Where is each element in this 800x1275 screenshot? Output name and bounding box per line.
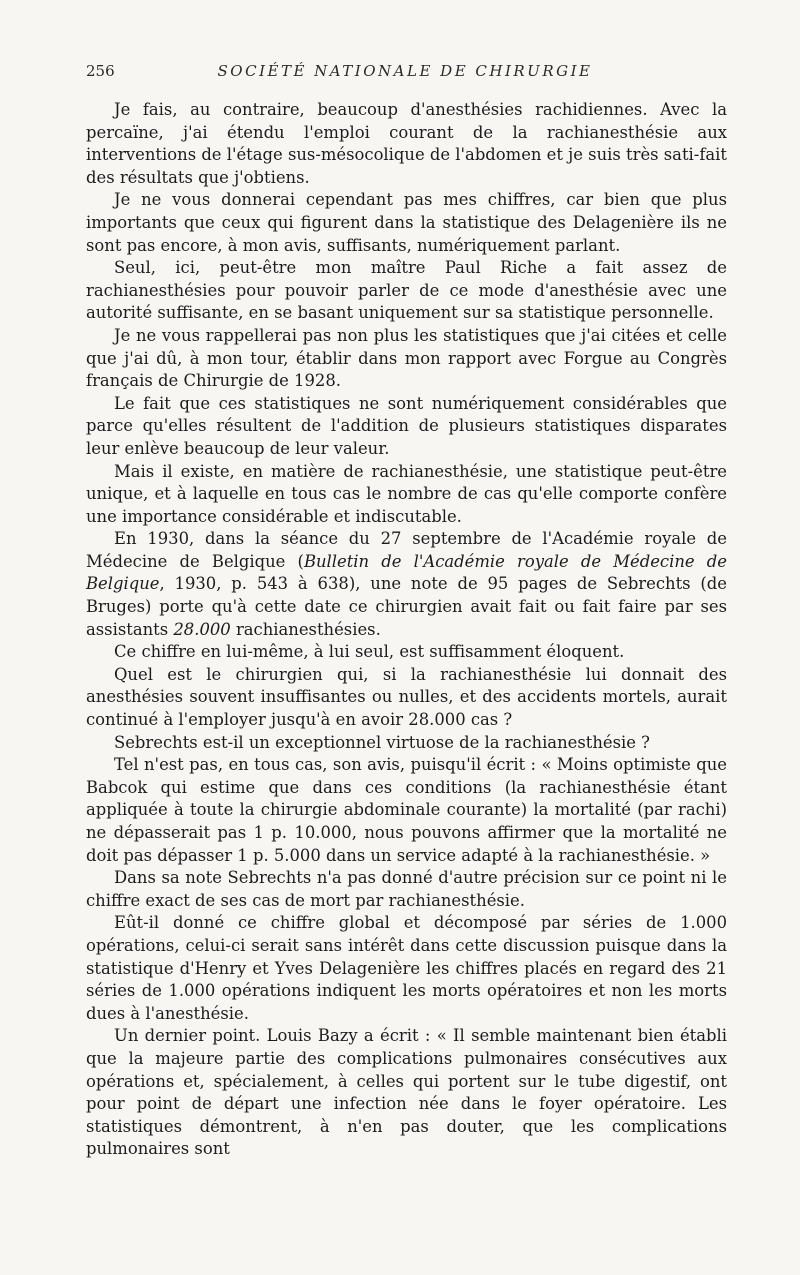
running-head <box>86 62 724 86</box>
journal-title: SOCIÉTÉ NATIONALE DE CHIRURGIE <box>217 62 593 80</box>
paragraph: Mais il existe, en matière de rachianesthésie, une statistique peut-être unique, et à laquelle en tous cas le nombre de cas qu'elle comporte confère une importance considérable et indiscutable. <box>86 461 727 526</box>
paragraph: Seul, ici, peut-être mon maître Paul Riche a fait assez de rachianesthésies pour pouvoir parler de ce mode d'anesthésie avec une autorité suffisante, en se basant uniquement sur sa statistique personnelle. <box>86 258 727 323</box>
paragraph: Je ne vous rappellerai pas non plus les statistiques que j'ai citées et celle que j'ai dû, à mon tour, établir dans mon rapport avec Forgue au Congrès français de Chirurgie de 1928. <box>86 325 727 391</box>
paragraph: Un dernier point. Louis Bazy a écrit : « Il semble maintenant bien établi que la majeure partie des complications pulmonaires consécutives aux opérations et, spécialement, à celles qui portent sur le tube digestif, ont pour point de départ une infection née dans le foyer opératoire. Les statistiques démontrent, à n'en pas douter, que les complications pulmonaires sont <box>86 1026 727 1159</box>
paragraph: Je fais, au contraire, beaucoup d'anesthésies rachidiennes. Avec la percaïne, j'ai étendu l'emploi courant de la rachianesthésie aux interventions de l'étage sus-mésocolique de l'abdomen et je suis très sati-fait des résultats que j'obtiens. <box>86 100 727 187</box>
body-text <box>86 99 727 1161</box>
paragraph: Sebrechts est-il un exceptionnel virtuose de la rachianesthésie ? <box>114 732 650 752</box>
paragraph-text: , 1930, p. 543 à 638), une note de 95 pages de Sebrechts (de Bruges) porte qu'à cette date ce chirurgien avait fait ou fait faire par ses assistants <box>86 574 727 639</box>
paragraph-text: rachianesthésies. <box>230 619 381 639</box>
paragraph: Quel est le chirurgien qui, si la rachianesthésie lui donnait des anesthésies souvent insuffisantes ou nulles, et des accidents mortels, aurait continué à l'employer jusqu'à en avoir 28.000 cas ? <box>86 664 727 730</box>
page-number: 256 <box>86 62 115 80</box>
paragraph-text: En 1930, dans la séance du 27 septembre de l'Académie royale de Médecine de Belgique ( <box>86 529 727 571</box>
paragraph <box>86 528 727 641</box>
paragraph: Ce chiffre en lui-même, à lui seul, est suffisamment éloquent. <box>114 642 625 662</box>
paragraph: Je ne vous donnerai cependant pas mes chiffres, car bien que plus importants que ceux qui figurent dans la statistique des Delagenière ils ne sont pas encore, à mon avis, suffisants, numériquement parlant. <box>86 190 727 255</box>
paragraph: Tel n'est pas, en tous cas, son avis, puisqu'il écrit : « Moins optimiste que Babcok qui estime que dans ces conditions (la rachianesthésie étant appliquée à toute la chirurgie abdominale courante) la mortalité (par rachi) ne dépasserait pas 1 p. 10.000, nous pouvons affirmer que la mortalité ne doit pas dépasser 1 p. 5.000 dans un service adapté à la rachianesthésie. » <box>86 755 727 865</box>
paragraph: Le fait que ces statistiques ne sont numériquement considérables que parce qu'elles résultent de l'addition de plusieurs statistiques disparates leur enlève beaucoup de leur valeur. <box>86 393 727 458</box>
paragraph: Eût-il donné ce chiffre global et décomposé par séries de 1.000 opérations, celui-ci serait sans intérêt dans cette discussion puisque dans la statistique d'Henry et Yves Delagenière les chiffres placés en regard des 21 séries de 1.000 opérations indiquent les morts opératoires et non les morts dues à l'anesthésie. <box>86 913 727 1023</box>
case-count: 28.000 <box>173 619 231 639</box>
citation-title: Bulletin de l'Académie royale de Médecine de Belgique <box>86 551 727 594</box>
paragraph: Dans sa note Sebrechts n'a pas donné d'autre précision sur ce point ni le chiffre exact de ses cas de mort par rachianesthésie. <box>86 868 727 910</box>
